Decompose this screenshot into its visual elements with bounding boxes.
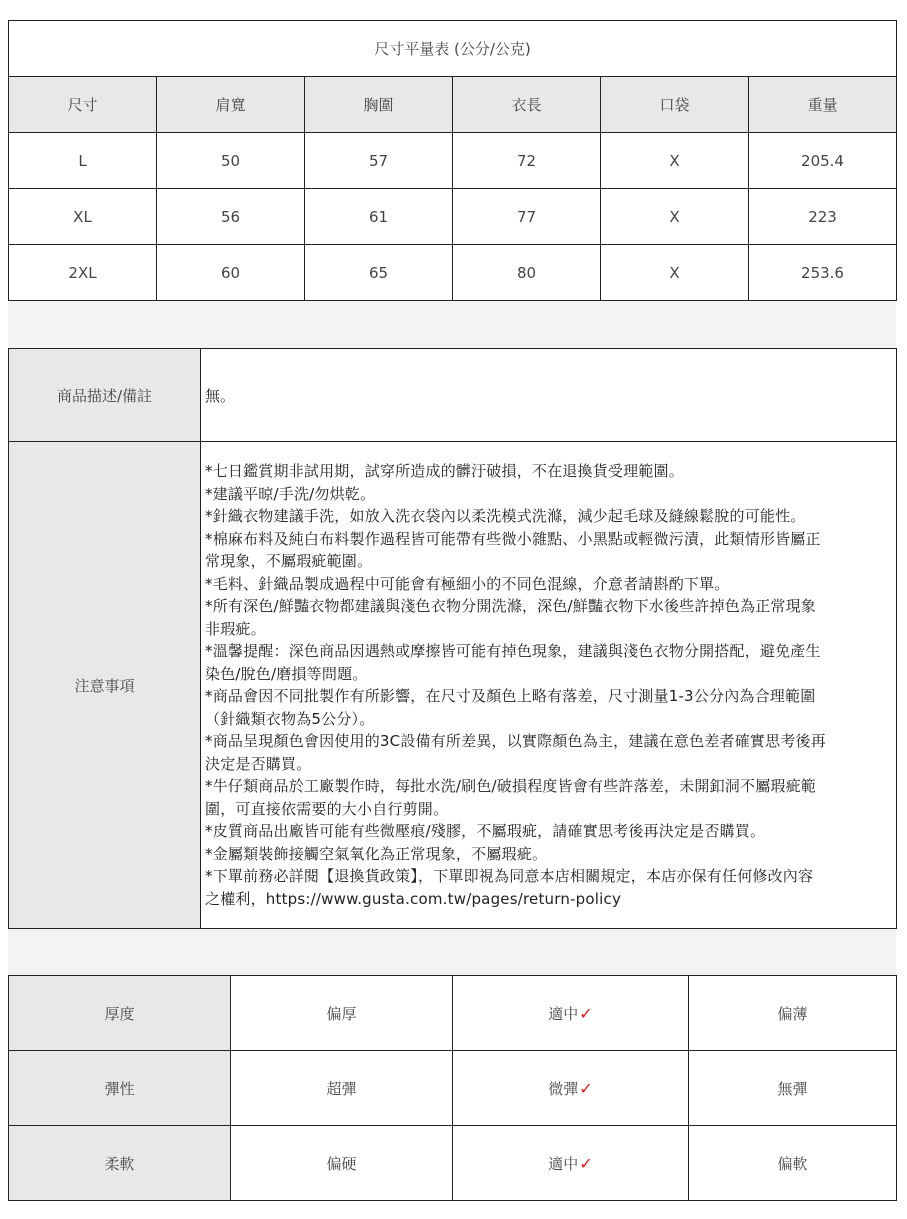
notes-line: *牛仔類商品於工廠製作時，每批水洗/刷色/破損程度皆會有些許落差，未開釦洞不屬瑕疵範	[205, 777, 817, 795]
cell-pocket: X	[601, 189, 749, 245]
notes-line: 常現象，不屬瑕疵範圍。	[205, 552, 373, 570]
cell-length: 72	[453, 133, 601, 189]
cell-length: 80	[453, 245, 601, 301]
cell-pocket: X	[601, 133, 749, 189]
cell-weight: 253.6	[749, 245, 897, 301]
notes-line: *建議平晾/手洗/勿烘乾。	[205, 484, 376, 503]
attribute-option: 偏硬	[231, 1126, 453, 1201]
attribute-option: 無彈	[689, 1051, 897, 1126]
cell-size: 2XL	[9, 245, 157, 301]
checkmark-icon: ✓	[579, 1078, 593, 1098]
attribute-option: 偏厚	[231, 976, 453, 1051]
notes-line: 非瑕疵。	[205, 619, 266, 638]
notes-label: 注意事項	[9, 442, 201, 929]
notes-line: *商品呈現顏色會因使用的3C設備有所差異，以實際顏色為主，建議在意色差者確實思考後再	[205, 732, 826, 750]
size-chart-header-row	[9, 77, 897, 133]
cell-chest: 57	[305, 133, 453, 189]
description-label: 商品描述/備註	[9, 349, 201, 442]
notes-line: *金屬類裝飾接觸空氣氧化為正常現象，不屬瑕疵。	[205, 844, 548, 863]
header-pocket: 口袋	[601, 77, 749, 133]
attribute-label: 彈性	[9, 1051, 231, 1126]
header-size: 尺寸	[9, 77, 157, 133]
cell-shoulder: 50	[157, 133, 305, 189]
attribute-option: 偏軟	[689, 1126, 897, 1201]
checkmark-icon: ✓	[579, 1153, 593, 1173]
attribute-option: 偏薄	[689, 976, 897, 1051]
cell-length: 77	[453, 189, 601, 245]
fabric-attributes-table	[8, 975, 897, 1201]
cell-pocket: X	[601, 245, 749, 301]
notes-line: （針織類衣物為5公分）。	[205, 709, 375, 728]
notes-line: *所有深色/鮮豔衣物都建議與淺色衣物分開洗滌，深色/鮮豔衣物下水後些許掉色為正常現象	[205, 597, 817, 615]
description-row	[9, 349, 897, 442]
attribute-label: 厚度	[9, 976, 231, 1051]
notes-line: 之權利，https://www.gusta.com.tw/pages/return-policy	[205, 889, 622, 908]
attribute-label: 柔軟	[9, 1126, 231, 1201]
cell-shoulder: 60	[157, 245, 305, 301]
cell-size: L	[9, 133, 157, 189]
notes-line: *下單前務必詳閱【退換貨政策】，下單即視為同意本店相關規定，本店亦保有任何修改內容	[205, 867, 814, 885]
cell-weight: 205.4	[749, 133, 897, 189]
section-spacer	[8, 301, 896, 348]
table-row	[9, 133, 897, 189]
size-chart-table	[8, 20, 897, 301]
notes-line: 決定是否購買。	[205, 754, 312, 773]
description-value: 無。	[201, 349, 897, 442]
attribute-option-selected: 適中✓	[453, 1126, 689, 1201]
attribute-option-selected: 微彈✓	[453, 1051, 689, 1126]
attribute-option-selected: 適中✓	[453, 976, 689, 1051]
header-length: 衣長	[453, 77, 601, 133]
notes-line: 染色/脫色/磨損等問題。	[205, 664, 368, 683]
header-weight: 重量	[749, 77, 897, 133]
notes-line: *七日鑑賞期非試用期，試穿所造成的髒汙破損，不在退換貨受理範圍。	[205, 462, 684, 480]
attribute-row-softness	[9, 1126, 897, 1201]
notes-line: *針織衣物建議手洗，如放入洗衣袋內以柔洗模式洗滌，減少起毛球及縫線鬆脫的可能性。	[205, 507, 806, 525]
notes-line: *商品會因不同批製作有所影響，在尺寸及顏色上略有落差，尺寸測量1-3公分內為合理範圍	[205, 687, 816, 705]
notes-line: 圍，可直接依需要的大小自行剪開。	[205, 799, 449, 818]
notes-line: *溫馨提醒：深色商品因遇熱或摩擦皆可能有掉色現象，建議與淺色衣物分開搭配，避免產生	[205, 642, 821, 660]
cell-weight: 223	[749, 189, 897, 245]
notes-content	[201, 442, 897, 929]
header-chest: 胸圍	[305, 77, 453, 133]
product-info-table	[8, 348, 897, 929]
notes-line: *棉麻布料及純白布料製作過程皆可能帶有些微小雜點、小黑點或輕微污漬，此類情形皆屬正	[205, 529, 821, 548]
attribute-row-elasticity	[9, 1051, 897, 1126]
attribute-option: 超彈	[231, 1051, 453, 1126]
notes-list	[205, 460, 896, 910]
section-spacer	[8, 928, 896, 975]
notes-line: *毛料、針織品製成過程中可能會有極細小的不同色混線，介意者請斟酌下單。	[205, 574, 730, 593]
cell-size: XL	[9, 189, 157, 245]
table-row	[9, 189, 897, 245]
table-row	[9, 245, 897, 301]
size-chart-title: 尺寸平量表 (公分/公克)	[9, 21, 897, 77]
cell-chest: 65	[305, 245, 453, 301]
notes-line: *皮質商品出廠皆可能有些微壓痕/殘膠，不屬瑕疵，請確實思考後再決定是否購買。	[205, 822, 766, 840]
cell-shoulder: 56	[157, 189, 305, 245]
attribute-row-thickness	[9, 976, 897, 1051]
header-shoulder: 肩寬	[157, 77, 305, 133]
notes-row	[9, 442, 897, 929]
cell-chest: 61	[305, 189, 453, 245]
checkmark-icon: ✓	[579, 1003, 593, 1023]
